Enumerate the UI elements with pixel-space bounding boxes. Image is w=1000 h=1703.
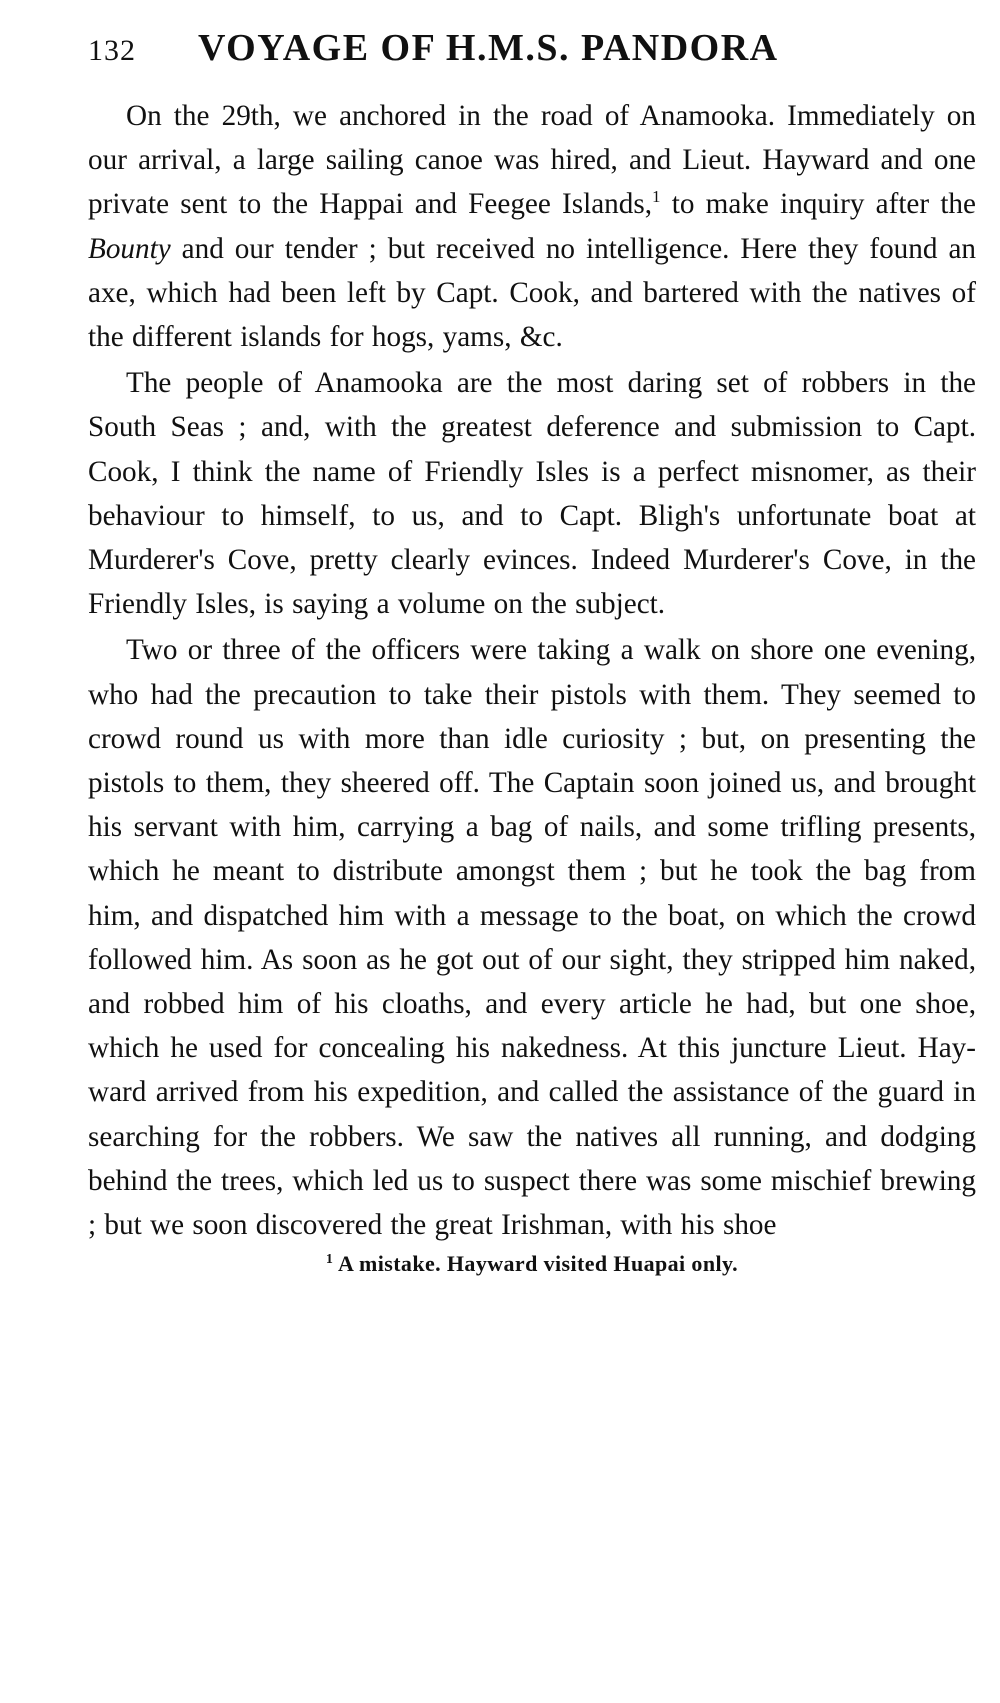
footnote-reference: 1	[652, 187, 661, 207]
footnote-text: A mistake. Hayward visited Huapai only.	[333, 1251, 739, 1277]
paragraph-1	[88, 94, 976, 359]
running-title: VOYAGE OF H.M.S. PANDORA	[198, 27, 779, 69]
paragraph-2: The people of Anamooka are the most daring set of robbers in the South Seas ; and, with the greatest deference and submission to Capt. Cook, I think the name of Friendly Isles is a perfect misnomer, as their behaviour to himself, to us, and to Capt. Bligh's unfortunate boat at Murderer's Cove, pretty clearly evinces. Indeed Murderer's Cove, in the Friendly Isles, is saying a volume on the subject.	[88, 367, 976, 621]
paragraph-3: Two or three of the officers were taking a walk on shore one evening, who had the precaution to take their pistols with them. They seemed to crowd round us with more than idle curiosity ; but, on presenting the pistols to them, they sheered off. The Captain soon joined us, and brought his servant with him, carrying a bag of nails, and some trifling presents, which he meant to distribute amongst them ; but he took the bag from him, and dispatched him with a message to the boat, on which the crowd followed him. As soon as he got out of our sight, they stripped him naked, and robbed him of his cloaths, and every article he had, but one shoe, which he used for concealing his nakedness. At this juncture Lieut. Hayward arrived from his expedition, and called the assistance of the guard in searching for the robbers. We saw the natives all running, and dodging behind the trees, which led us to suspect there was some mischief brewing ; but we soon discovered the great Irishman, with his shoe	[88, 634, 976, 1242]
page-number: 132	[88, 34, 136, 67]
page-header	[88, 26, 976, 82]
footnote	[88, 1251, 976, 1277]
paragraph-1-part-2: to make inquiry after the	[660, 188, 976, 221]
book-page	[88, 26, 976, 1277]
paragraph-1-part-3: and our tender ; but received no intelligence. Here they found an axe, which had been left by Capt. Cook, and bartered with the natives of the different islands for hogs, yams, &c.	[88, 232, 976, 354]
body-text	[88, 94, 976, 1247]
paragraph-1-part-1: On the 29th, we anchored in the road of Anamooka. Immediately on our arrival, a large sailing canoe was hired, and Lieut. Hayward and one private sent to the Happai and Feegee Islands,	[88, 100, 976, 221]
ship-name-italic: Bounty	[88, 232, 171, 265]
footnote-mark: 1	[325, 1252, 334, 1268]
